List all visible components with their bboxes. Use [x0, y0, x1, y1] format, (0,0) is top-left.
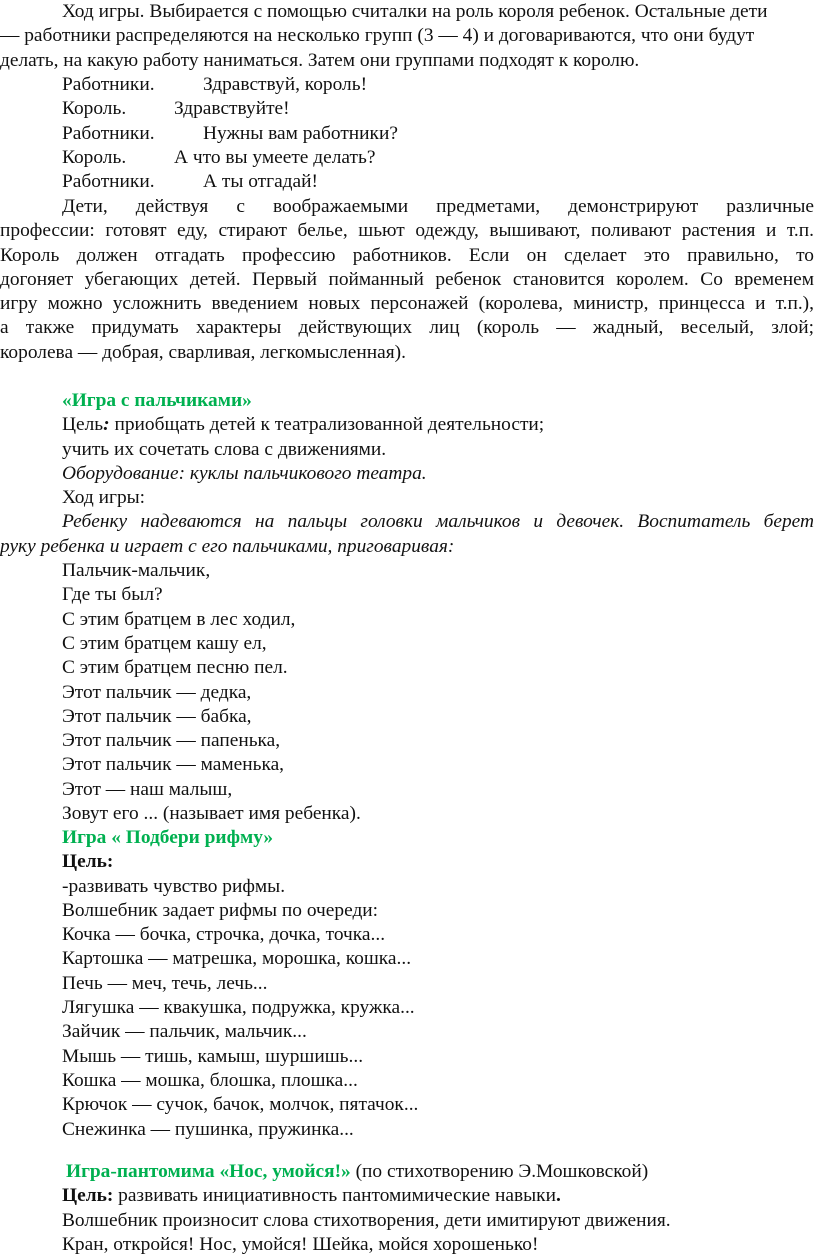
goal-line: [0, 413, 814, 437]
goal-colon: :: [103, 414, 110, 436]
dialogue-text: Нужны вам работники?: [203, 122, 398, 144]
section-heading: Игра « Подбери рифму»: [62, 827, 274, 848]
dialogue: [62, 73, 398, 194]
section-heading-line: [0, 1160, 814, 1184]
section-heading: Игра-пантомима «Нос, умойся!»: [66, 1161, 351, 1182]
description-line: а также придумать характеры действующих лиц (король — жадный, веселый, злой;: [0, 317, 814, 339]
description-line: догоняет убегающих детей. Первый пойманный ребенок становится королем. Со временем: [0, 268, 814, 290]
dialogue-speaker: Работники.: [62, 74, 155, 95]
rhyme-line: Зайчик — пальчик, мальчик...: [62, 1021, 307, 1043]
poem-line: С этим братцем песню пел.: [62, 657, 288, 679]
rhyme-line: Кошка — мошка, блошка, плошка...: [62, 1069, 358, 1091]
intro-paragraph: [0, 0, 816, 73]
finger-game-section: [0, 389, 814, 826]
dialogue-line: [62, 170, 398, 194]
poem-line: Этот пальчик — бабка,: [62, 705, 252, 727]
poem-line: Этот — наш малыш,: [62, 778, 233, 800]
rhyme-line: Мышь — тишь, камыш, шуршишь...: [62, 1045, 364, 1067]
dialogue-speaker: Работники.: [62, 171, 155, 193]
intro-line-1: Ход игры. Выбирается с помощью считалки на роль короля ребенок. Остальные дети: [62, 1, 768, 22]
description-line: профессии: готовят еду, стирают белье, шьют одежду, вышивают, поливают растения и т.п.: [0, 220, 814, 242]
finger-poem: [0, 559, 814, 826]
description-paragraph: [0, 195, 814, 365]
instruction-line: Волшебник произносит слова стихотворения, дети имитируют движения.: [62, 1209, 671, 1231]
dialogue-line: [62, 146, 398, 170]
goal-text: -развивать чувство рифмы.: [62, 875, 286, 897]
instruction-line: Ребенку надеваются на пальцы головки мальчиков и девочек. Воспитатель берет: [62, 511, 814, 533]
dialogue-text: А что вы умеете делать?: [174, 146, 376, 168]
equipment-line: Оборудование: куклы пальчикового театра.: [62, 462, 427, 484]
goal-text: развивать инициативность пантомимические навыки: [113, 1185, 556, 1207]
dialogue-text: А ты отгадай!: [203, 171, 318, 193]
course-label: Ход игры:: [62, 487, 146, 509]
goal-line: [0, 1184, 814, 1208]
pantomime-game-section: [0, 1160, 814, 1257]
dialogue-line: [62, 73, 398, 97]
rhyme-list: [0, 923, 814, 1142]
heading-source: (по стихотворению Э.Мошковской): [350, 1161, 649, 1182]
section-heading: «Игра с пальчиками»: [62, 390, 252, 411]
poem-line: С этим братцем кашу ел,: [62, 632, 267, 654]
description-line: игру можно усложнить введением новых персонажей (королева, министр, принцесса и т.п.),: [0, 293, 814, 315]
description-line: Король должен отгадать профессию работников. Если он сделает это правильно, то: [0, 244, 814, 266]
poem-line: Пальчик-мальчик,: [62, 560, 211, 582]
goal-label: Цель: [62, 414, 104, 436]
goal-end: .: [555, 1185, 561, 1207]
poem-line: Этот пальчик — маменька,: [62, 754, 285, 776]
dialogue-line: [62, 122, 398, 146]
rhyme-game-section: [0, 826, 814, 1142]
dialogue-line: [62, 97, 398, 121]
goal-line-2: учить их сочетать слова с движениями.: [62, 438, 387, 460]
poem-line: Где ты был?: [62, 584, 163, 606]
dialogue-speaker: Король.: [62, 146, 127, 168]
rhyme-line: Лягушка — квакушка, подружка, кружка...: [62, 997, 415, 1019]
description-line: королева — добрая, сварливая, легкомысленная).: [0, 341, 406, 363]
rhyme-intro: Волшебник задает рифмы по очереди:: [62, 899, 379, 921]
rhyme-line: Кочка — бочка, строчка, дочка, точка...: [62, 924, 386, 946]
rhyme-line: Печь — меч, течь, лечь...: [62, 972, 268, 994]
intro-line-3: делать, на какую работу наниматься. Затем они группами подходят к королю.: [0, 49, 640, 71]
instruction-line: руку ребенка и играет с его пальчиками, приговаривая:: [0, 535, 455, 557]
dialogue-speaker: Король.: [62, 98, 127, 120]
goal-label: Цель:: [62, 1185, 114, 1207]
dialogue-speaker: Работники.: [62, 122, 155, 144]
description-line: Дети, действуя с воображаемыми предметами, демонстрируют различные: [62, 196, 814, 217]
poem-line: Этот пальчик — папенька,: [62, 730, 281, 752]
rhyme-line: Снежинка — пушинка, пружинка...: [62, 1118, 354, 1140]
intro-line-2: — работники распределяются на несколько групп (3 — 4) и договариваются, что они будут: [0, 25, 755, 47]
poem-line: Этот пальчик — дедка,: [62, 681, 252, 703]
goal-text: приобщать детей к театрализованной деятельности;: [109, 414, 545, 436]
dialogue-text: Здравствуй, король!: [203, 74, 368, 95]
rhyme-line: Крючок — сучок, бачок, молчок, пятачок...: [62, 1094, 419, 1116]
poem-line: С этим братцем в лес ходил,: [62, 608, 296, 630]
poem-line: Кран, откройся! Нос, умойся! Шейка, мойся хорошенько!: [62, 1233, 539, 1255]
dialogue-text: Здравствуйте!: [174, 98, 290, 120]
rhyme-line: Картошка — матрешка, морошка, кошка...: [62, 948, 412, 970]
poem-line: Зовут его ... (называет имя ребенка).: [62, 803, 361, 825]
goal-label: Цель:: [62, 851, 114, 873]
